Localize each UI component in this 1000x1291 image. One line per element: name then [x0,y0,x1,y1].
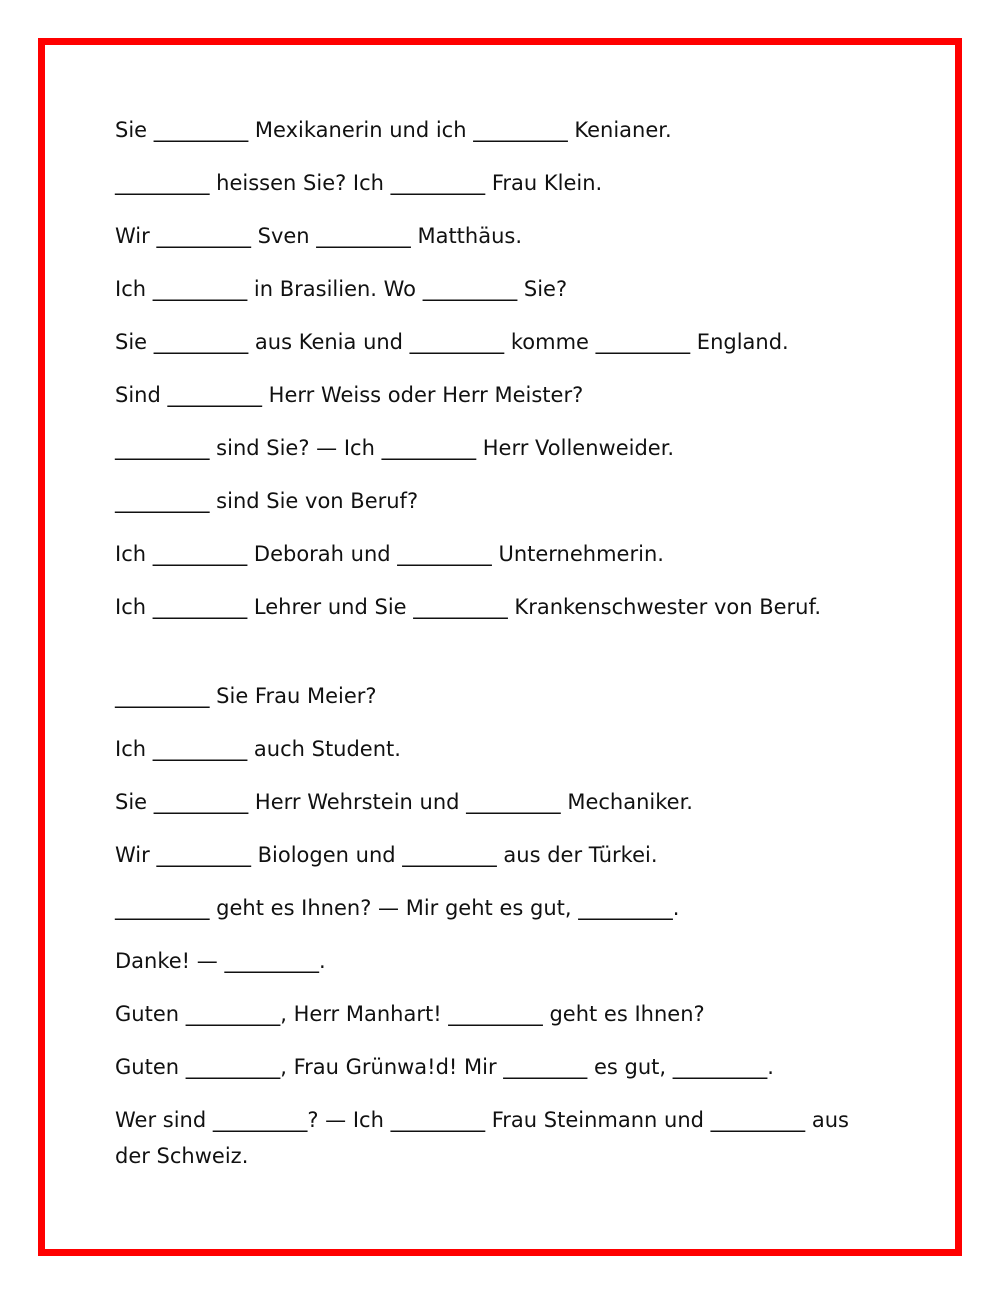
sentence-1: Sie _________ Mexikanerin und ich _________ Kenianer. [115,118,672,142]
sentence-19: Wer sind _________? — Ich _________ Frau Steinmann und _________ aus der Schweiz. [115,1108,849,1168]
sentence-6: Sind _________ Herr Weiss oder Herr Meister? [115,383,584,407]
sentence-10: Ich _________ Lehrer und Sie _________ Krankenschwester von Beruf. [115,595,822,619]
sentence-17: Guten _________, Herr Manhart! _________ geht es Ihnen? [115,1002,705,1026]
sentence-8: _________ sind Sie von Beruf? [115,489,419,513]
sentence-4: Ich _________ in Brasilien. Wo _________ Sie? [115,277,568,301]
sentence-2: _________ heissen Sie? Ich _________ Frau Klein. [115,171,603,195]
sentence-16: Danke! — _________. [115,949,326,973]
sentence-15: _________ geht es Ihnen? — Mir geht es gut, _________. [115,896,680,920]
sentence-7: _________ sind Sie? — Ich _________ Herr Vollenweider. [115,436,675,460]
sentence-9: Ich _________ Deborah und _________ Unternehmerin. [115,542,664,566]
sentence-13: Sie _________ Herr Wehrstein und _________ Mechaniker. [115,790,693,814]
sentence-3: Wir _________ Sven _________ Matthäus. [115,224,523,248]
sentence-14: Wir _________ Biologen und _________ aus der Türkei. [115,843,658,867]
sentence-11: _________ Sie Frau Meier? [115,684,377,708]
sentence-12: Ich _________ auch Student. [115,737,401,761]
sentence-5: Sie _________ aus Kenia und _________ komme _________ England. [115,330,789,354]
sentence-18: Guten _________, Frau Grünwa!d! Mir ________ es gut, _________. [115,1055,774,1079]
